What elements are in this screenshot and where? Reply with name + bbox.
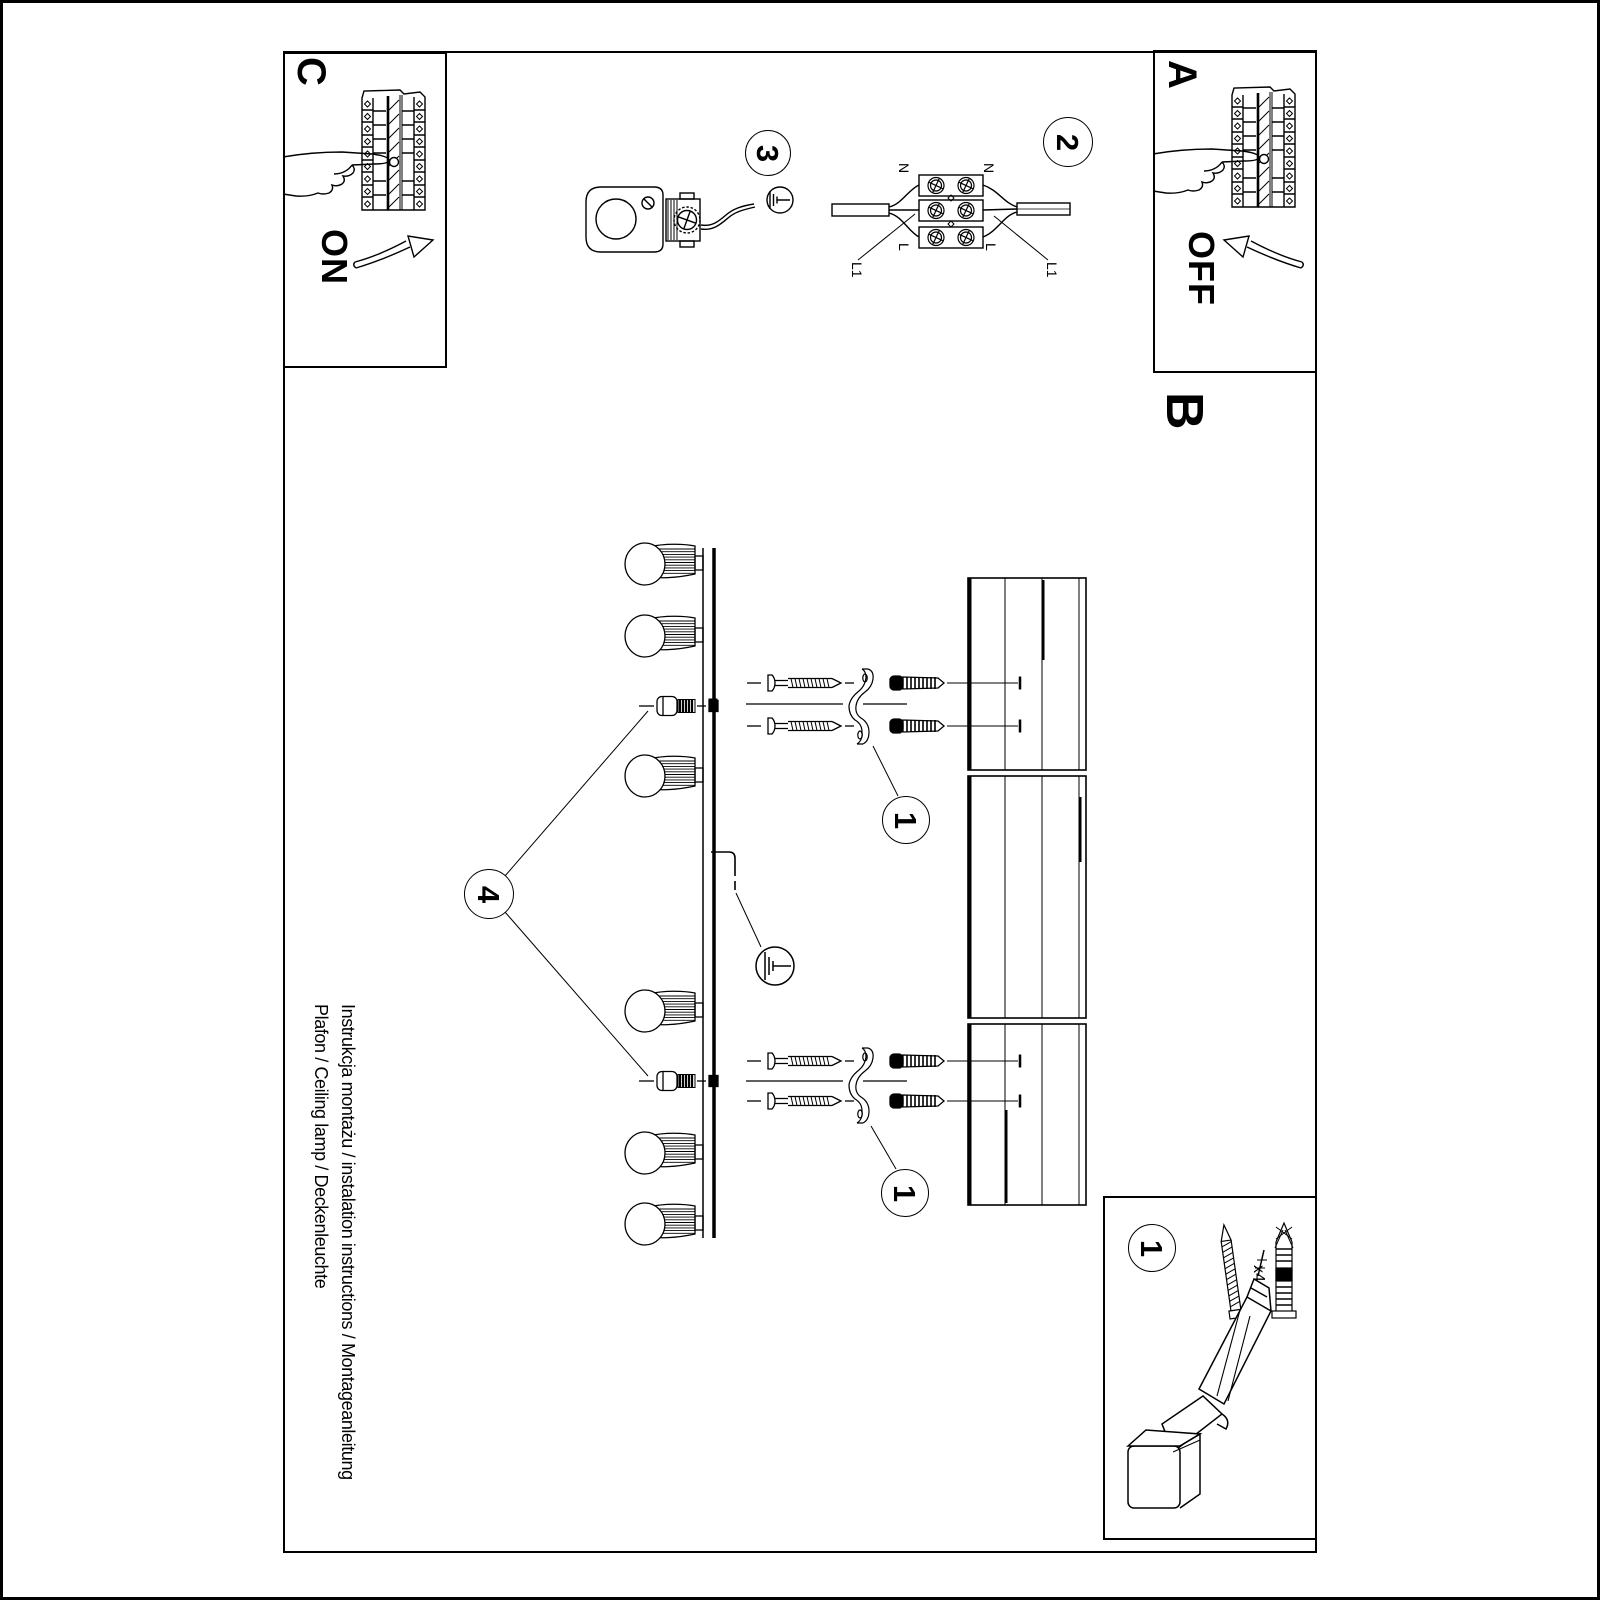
breaker-panel-icon	[1153, 87, 1295, 207]
wall-anchor-icon	[890, 1054, 1020, 1068]
spotlight-icon	[625, 615, 703, 657]
step-2-badge: 2	[1043, 117, 1093, 167]
earth-ground-icon	[767, 187, 793, 213]
wire-l-right-label: L	[983, 243, 999, 251]
knob-screw-icon	[639, 1072, 718, 1091]
section-c-label: C	[289, 57, 333, 86]
wire-l-left-label: L	[896, 243, 912, 251]
mounting-screw-icon	[747, 675, 854, 691]
spotlight-icon	[625, 990, 703, 1032]
kit-screw	[1217, 1224, 1244, 1319]
wire-n-right-label: N	[981, 163, 997, 174]
mounting-screw-icon	[747, 1093, 854, 1109]
mounting-hardware	[709, 669, 1020, 1169]
leader-lines-step4	[505, 711, 648, 1076]
z-bracket-icon	[849, 1048, 873, 1123]
terminal-block-icon	[832, 175, 1070, 260]
lamp-bar	[703, 548, 714, 1238]
step-3-badge: 3	[745, 130, 791, 176]
step-1-badge: 1	[881, 1169, 929, 1217]
footer-title-line1: Instrukcja montażu / instalation instructions / Montageanleitung	[338, 1004, 358, 1480]
switch-on-label: ON	[314, 229, 355, 285]
cable-clamp-icon	[586, 187, 755, 252]
spotlight-icon	[625, 1203, 703, 1245]
wire-l1-left-label: L1	[849, 262, 865, 278]
curved-arrow-icon	[354, 236, 433, 268]
section-b-label: B	[1155, 392, 1213, 430]
wire-n-left-label: N	[896, 163, 912, 174]
z-bracket-icon	[849, 669, 873, 744]
wall-anchor-icon	[890, 719, 1020, 733]
footer-title-line2: Plafon / Ceiling lamp / Deckenleuchte	[311, 1004, 331, 1289]
breaker-panel-icon	[283, 90, 425, 210]
knob-screw-icon	[639, 697, 718, 716]
step-4-badge: 4	[464, 869, 514, 919]
wall-anchor-icon	[890, 1094, 1020, 1108]
mounting-screw-icon	[747, 1053, 854, 1069]
drill-icon	[1128, 1250, 1271, 1508]
switch-off-label: OFF	[1181, 231, 1222, 306]
kit-anchor	[1272, 1223, 1296, 1318]
curved-arrow-icon	[1224, 236, 1303, 268]
ceiling-section-icon	[968, 578, 1086, 1205]
wire-l1-right-label: L1	[1044, 262, 1060, 278]
quantity-label: x4	[1250, 1265, 1267, 1282]
wall-anchor-icon	[890, 676, 1020, 690]
step-1-badge: 1	[882, 796, 930, 844]
section-a-label: A	[1160, 60, 1204, 89]
spotlight-icon	[625, 543, 703, 585]
spotlight-icon	[625, 1132, 703, 1174]
earth-ground-icon	[756, 947, 794, 985]
spotlight-icon	[625, 755, 703, 797]
ground-wire	[711, 852, 761, 947]
step-1-badge: 1	[1128, 1224, 1176, 1272]
mounting-screw-icon	[747, 718, 854, 734]
